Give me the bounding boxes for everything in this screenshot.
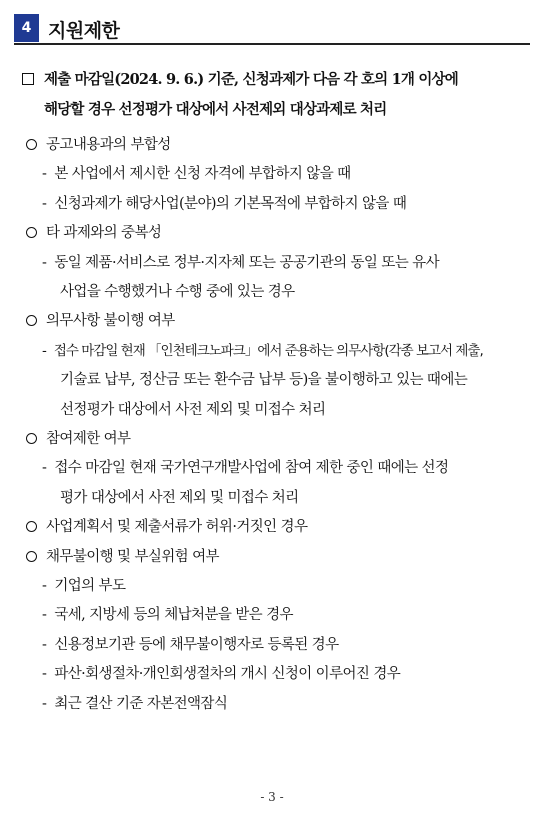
circle-bullet-icon	[26, 551, 37, 562]
circle-bullet-icon	[26, 315, 37, 326]
list-item-text: 국세, 지방세 등의 체납처분을 받은 경우	[54, 607, 293, 624]
list-item-text: 파산·회생절차·개인회생절차의 개시 신청이 이루어진 경우	[54, 666, 401, 683]
section-heading-text: 타 과제와의 중복성	[46, 225, 162, 242]
checkbox-square-icon	[22, 73, 34, 85]
section-heading	[26, 547, 219, 567]
circle-bullet-icon	[26, 521, 37, 532]
section-heading-text: 참여제한 여부	[46, 431, 131, 447]
list-item	[42, 576, 125, 596]
list-item	[42, 664, 400, 684]
list-item	[42, 635, 339, 655]
dash-bullet-icon: -	[42, 254, 47, 271]
list-item-text: 사업을 수행했거나 수행 중에 있는 경우	[60, 284, 295, 300]
list-item-text: 접수 마감일 현재 「인천테크노파크」에서 준용하는 의무사항(각종 보고서 제출,	[53, 342, 483, 359]
list-item	[42, 694, 227, 714]
list-item	[42, 341, 483, 361]
list-item	[42, 253, 439, 273]
list-item	[60, 488, 299, 508]
list-item-text: 기업의 부도	[54, 578, 126, 594]
section-heading	[26, 223, 161, 243]
list-item	[60, 282, 295, 302]
dash-bullet-icon: -	[42, 578, 47, 594]
section-heading	[26, 135, 171, 155]
circle-bullet-icon	[26, 433, 37, 444]
section-heading-text: 의무사항 불이행 여부	[46, 313, 175, 330]
list-item-text: 본 사업에서 제시한 신청 자격에 부합하지 않을 때	[54, 166, 351, 183]
section-heading	[26, 311, 175, 331]
list-item-text: 최근 결산 기준 자본전액잠식	[54, 695, 228, 712]
section-heading	[26, 429, 130, 449]
summary-paragraph	[22, 65, 532, 125]
list-item-text: 평가 대상에서 사전 제외 및 미접수 처리	[60, 489, 299, 506]
dash-bullet-icon: -	[42, 607, 47, 624]
list-item	[60, 370, 467, 390]
section-heading-text: 사업계획서 및 제출서류가 허위·거짓인 경우	[46, 519, 308, 536]
header-divider	[14, 43, 530, 45]
dash-bullet-icon: -	[42, 636, 47, 653]
section-heading	[26, 517, 307, 537]
circle-bullet-icon	[26, 139, 37, 150]
list-item-text: 신청과제가 해당사업(분야)의 기본목적에 부합하지 않을 때	[54, 195, 407, 212]
dash-bullet-icon: -	[42, 166, 47, 183]
list-item-text: 접수 마감일 현재 국가연구개발사업에 참여 제한 중인 때에는 선정	[54, 460, 449, 477]
section-number-badge: 4	[14, 14, 39, 42]
page-number: - 3 -	[260, 790, 284, 804]
list-item-text: 신용정보기관 등에 채무불이행자로 등록된 경우	[54, 636, 339, 653]
dash-bullet-icon: -	[42, 342, 46, 359]
list-item	[42, 605, 293, 625]
dash-bullet-icon: -	[42, 460, 47, 477]
dash-bullet-icon: -	[42, 695, 47, 712]
section-header	[14, 14, 530, 44]
summary-line-1: 제출 마감일(2024. 9. 6.) 기준, 신청과제가 다음 각 호의 1개 이상에	[22, 65, 532, 95]
list-item	[60, 400, 325, 420]
list-item-text: 동일 제품·서비스로 정부·지자체 또는 공공기관의 동일 또는 유사	[54, 254, 439, 271]
summary-line-2: 해당할 경우 선정평가 대상에서 사전제외 대상과제로 처리	[44, 101, 387, 118]
list-item	[42, 194, 406, 214]
list-item-text: 선정평가 대상에서 사전 제외 및 미접수 처리	[60, 401, 326, 418]
list-item	[42, 164, 351, 184]
section-heading-text: 채무불이행 및 부실위험 여부	[46, 548, 219, 565]
list-item-text: 기술료 납부, 정산금 또는 환수금 납부 등)을 불이행하고 있는 때에는	[60, 372, 468, 389]
section-title: 지원제한	[48, 20, 120, 42]
list-item	[42, 458, 448, 478]
section-heading-text: 공고내용과의 부합성	[46, 137, 171, 153]
circle-bullet-icon	[26, 227, 37, 238]
dash-bullet-icon: -	[42, 195, 47, 212]
dash-bullet-icon: -	[42, 666, 47, 683]
